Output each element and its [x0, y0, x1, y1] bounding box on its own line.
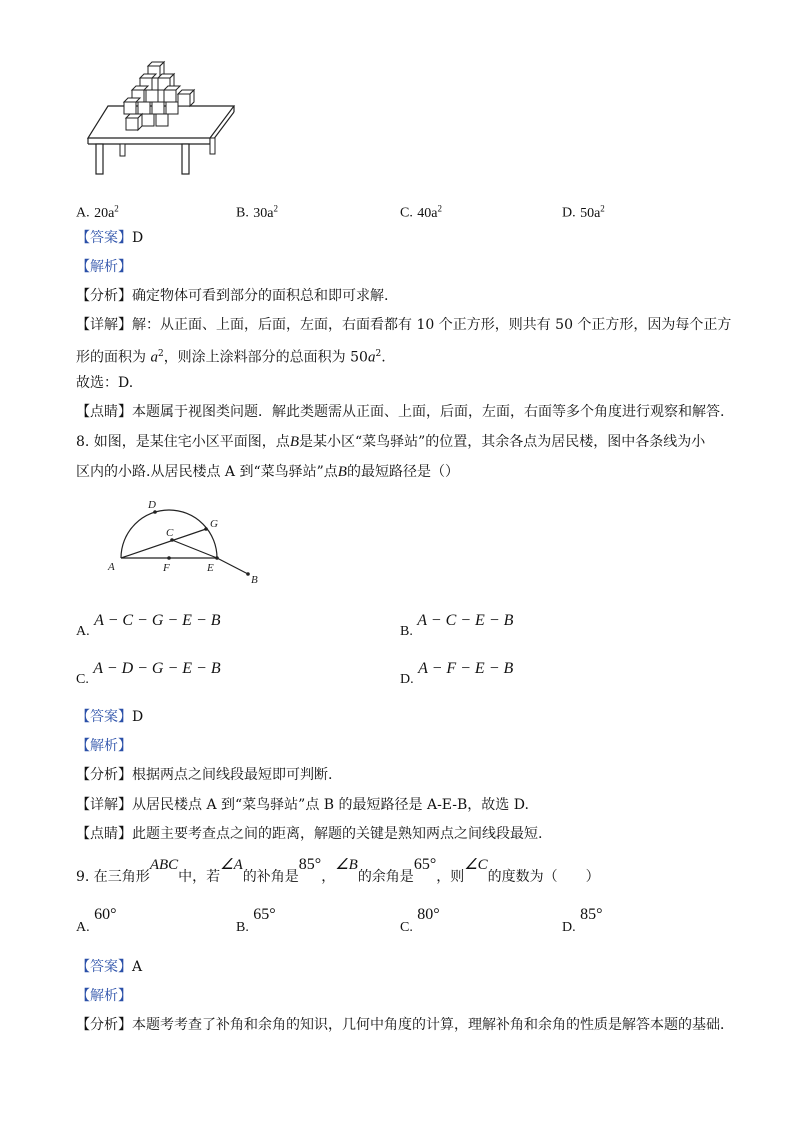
- label-b: B: [251, 574, 258, 586]
- answer-value: D: [132, 230, 144, 246]
- option-label: C.: [400, 205, 413, 221]
- option-label: A.: [76, 624, 90, 639]
- option-value: A − C − G − E − B: [94, 612, 221, 629]
- fenxi-tag: 【分析】: [76, 767, 132, 783]
- option-value: 65°: [253, 906, 276, 923]
- q7-option-b: [236, 198, 278, 224]
- q8-option-d: [400, 660, 514, 687]
- option-value: A − F − E − B: [418, 660, 514, 677]
- q9-stem: 9. 在三角形ABC中，若∠A的补角是85°，∠B的余角是65°，则∠C的度数为（ ）: [76, 856, 600, 885]
- analysis-tag: 【解析】: [76, 738, 132, 754]
- dianjing-text: 本题属于视图类问题．解此类题需从正面、上面，后面，左面，右面等多个角度进行观察和解答.: [132, 404, 725, 420]
- q8-stem-line2: 区内的小路.从居民楼点 A 到“菜鸟驿站”点B的最短路径是（）: [76, 464, 459, 480]
- analysis-tag: 【解析】: [76, 259, 132, 275]
- q7-answer: [76, 228, 143, 248]
- answer-tag: 【答案】: [76, 230, 132, 246]
- option-value: $40a^2$: [417, 203, 443, 221]
- option-label: B.: [236, 920, 249, 935]
- path-map-figure: [100, 495, 270, 590]
- analysis-tag: 【解析】: [76, 988, 132, 1004]
- dianjing-text: 此题主要考查点之间的距离，解题的关键是熟知两点之间线段最短.: [132, 826, 543, 842]
- option-value: A − D − G − E − B: [93, 660, 221, 677]
- dianjing-tag: 【点睛】: [76, 826, 132, 842]
- cube-table-figure: [84, 58, 244, 178]
- answer-value: D: [132, 709, 144, 725]
- fenxi-text: 根据两点之间线段最短即可判断.: [132, 767, 333, 783]
- q7-option-a: [76, 198, 119, 224]
- option-value: $50a^2$: [580, 203, 605, 221]
- label-g: G: [210, 518, 218, 530]
- q8-stem-line1: 8. 如图，是某住宅小区平面图，点B是某小区“菜鸟驿站”的位置，其余各点为居民楼，图中各条线为小: [76, 434, 706, 450]
- q7-guxuan: 故选：D.: [76, 375, 134, 391]
- q7-option-d: [562, 198, 605, 224]
- q7-fenxi: [76, 286, 388, 306]
- q9-option-d: [562, 906, 603, 935]
- q8-fenxi: [76, 765, 332, 785]
- answer-value: A: [132, 959, 143, 975]
- answer-tag: 【答案】: [76, 959, 132, 975]
- option-value: $30a^2$: [253, 203, 279, 221]
- q8-xiangjie: [76, 795, 529, 815]
- fenxi-text: 本题考考查了补角和余角的知识，几何中角度的计算，理解补角和余角的性质是解答本题的基础．: [132, 1017, 734, 1033]
- label-c: C: [166, 527, 174, 539]
- fenxi-tag: 【分析】: [76, 288, 132, 304]
- option-label: A.: [76, 920, 90, 935]
- option-value: A − C − E − B: [417, 612, 514, 629]
- q8-option-c: [76, 660, 221, 687]
- q7-xiangjie-line1: [76, 315, 731, 335]
- q8-analysis-tag: [76, 736, 132, 756]
- xiangjie-tag: 【详解】: [76, 797, 132, 813]
- label-e: E: [207, 562, 214, 574]
- option-label: B.: [236, 205, 249, 221]
- answer-tag: 【答案】: [76, 709, 132, 725]
- q9-option-a: [76, 906, 117, 935]
- q9-fenxi: [76, 1015, 734, 1035]
- q9-answer: [76, 957, 142, 977]
- q9-option-c: [400, 906, 440, 935]
- fenxi-tag: 【分析】: [76, 1017, 132, 1033]
- label-f: F: [163, 562, 170, 574]
- option-label: C.: [76, 672, 89, 687]
- q7-xiangjie-line2: 形的面积为 $a^2$，则涂上涂料部分的总面积为 $50a^2$.: [76, 349, 386, 366]
- option-label: A.: [76, 205, 90, 221]
- option-label: C.: [400, 920, 413, 935]
- fenxi-text: 确定物体可看到部分的面积总和即可求解.: [132, 288, 389, 304]
- q9-option-b: [236, 906, 276, 935]
- xiangjie-tag: 【详解】: [76, 317, 132, 333]
- option-label: D.: [562, 205, 576, 221]
- q7-dianjing: [76, 402, 724, 422]
- q9-analysis-tag: [76, 986, 132, 1006]
- q7-analysis-tag: [76, 257, 132, 277]
- q7-option-c: [400, 198, 442, 224]
- q8-answer: [76, 707, 143, 727]
- option-value: 60°: [94, 906, 117, 923]
- label-a: A: [108, 561, 115, 573]
- dianjing-tag: 【点睛】: [76, 404, 132, 420]
- option-value: $20a^2$: [94, 203, 119, 221]
- option-label: B.: [400, 624, 413, 639]
- option-value: 85°: [580, 906, 603, 923]
- option-label: D.: [562, 920, 576, 935]
- q8-dianjing: [76, 824, 542, 844]
- label-d: D: [148, 499, 156, 511]
- option-label: D.: [400, 672, 414, 687]
- q8-option-a: [76, 612, 221, 639]
- xiangjie-text: 解：从正面、上面，后面，左面，右面看都有 10 个正方形，则共有 50 个正方形，因为每个正方: [132, 317, 732, 333]
- xiangjie-text: 从居民楼点 A 到“菜鸟驿站”点 B 的最短路径是 A-E-B，故选 D.: [132, 797, 529, 813]
- option-value: 80°: [417, 906, 440, 923]
- q8-option-b: [400, 612, 514, 639]
